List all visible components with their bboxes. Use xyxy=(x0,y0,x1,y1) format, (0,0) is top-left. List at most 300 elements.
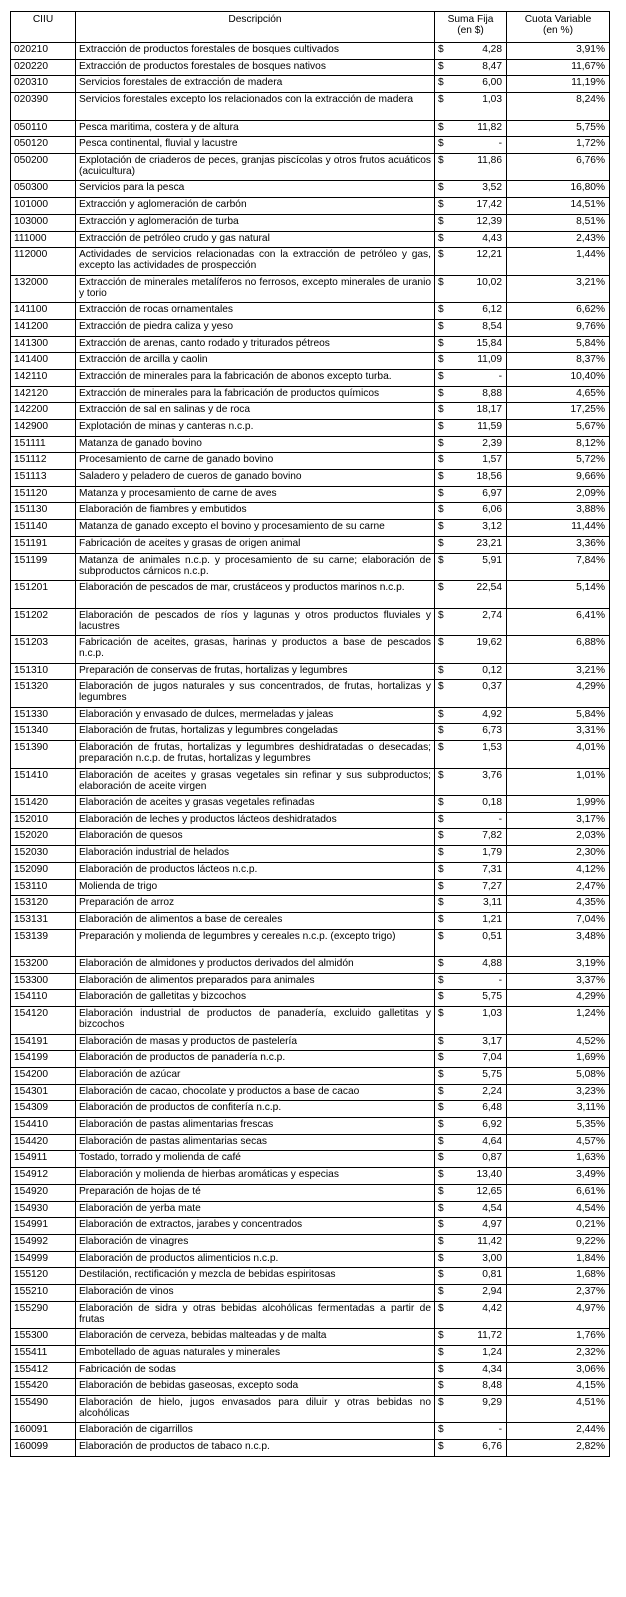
currency-symbol-cell: $ xyxy=(435,214,453,231)
table-row xyxy=(11,990,610,1007)
table-row xyxy=(11,1218,610,1235)
currency-symbol-cell: $ xyxy=(435,420,453,437)
suma-fija-cell: 6,06 xyxy=(453,503,507,520)
cuota-variable-cell: 11,19% xyxy=(507,76,610,93)
ciiu-code-cell: 154200 xyxy=(11,1068,76,1085)
cuota-variable-cell: 3,17% xyxy=(507,812,610,829)
currency-symbol-cell: $ xyxy=(435,248,453,276)
suma-fija-cell: 1,79 xyxy=(453,846,507,863)
suma-fija-cell: 12,21 xyxy=(453,248,507,276)
cuota-variable-cell: 6,76% xyxy=(507,153,610,181)
suma-fija-cell: 0,87 xyxy=(453,1151,507,1168)
description-cell: Extracción de piedra caliza y yeso xyxy=(76,319,435,336)
ciiu-code-cell: 151320 xyxy=(11,680,76,708)
currency-symbol-cell: $ xyxy=(435,503,453,520)
table-row xyxy=(11,353,610,370)
table-row xyxy=(11,93,610,121)
suma-fija-cell: 7,31 xyxy=(453,862,507,879)
cuota-variable-cell: 9,22% xyxy=(507,1234,610,1251)
ciiu-code-cell: 154309 xyxy=(11,1101,76,1118)
cuota-variable-cell: 1,24% xyxy=(507,1007,610,1035)
cuota-variable-cell: 2,44% xyxy=(507,1423,610,1440)
cuota-variable-cell: 11,44% xyxy=(507,520,610,537)
ciiu-code-cell: 111000 xyxy=(11,231,76,248)
ciiu-code-cell: 020220 xyxy=(11,59,76,76)
cuota-variable-cell: 4,12% xyxy=(507,862,610,879)
suma-fija-cell: 6,73 xyxy=(453,724,507,741)
cuota-variable-cell: 4,15% xyxy=(507,1379,610,1396)
table-row xyxy=(11,608,610,636)
ciiu-code-cell: 154992 xyxy=(11,1234,76,1251)
cuota-variable-cell: 0,21% xyxy=(507,1218,610,1235)
suma-fija-cell: 3,76 xyxy=(453,768,507,796)
cuota-variable-cell: 5,72% xyxy=(507,453,610,470)
description-cell: Elaboración de frutas, hortalizas y legumbres deshidratadas o desecadas; preparación n.c.p. de frutas, hortalizas y legumbres xyxy=(76,741,435,769)
cuota-variable-cell: 3,48% xyxy=(507,929,610,957)
cuota-variable-cell: 7,84% xyxy=(507,553,610,581)
table-row xyxy=(11,1101,610,1118)
description-cell: Elaboración de cigarrillos xyxy=(76,1423,435,1440)
suma-fija-cell: 3,52 xyxy=(453,181,507,198)
cuota-variable-cell: 2,37% xyxy=(507,1284,610,1301)
description-cell: Elaboración de productos de tabaco n.c.p. xyxy=(76,1440,435,1457)
table-row xyxy=(11,1423,610,1440)
ciiu-code-cell: 152090 xyxy=(11,862,76,879)
description-cell: Extracción de arenas, canto rodado y triturados pétreos xyxy=(76,336,435,353)
currency-symbol-cell: $ xyxy=(435,896,453,913)
table-row xyxy=(11,181,610,198)
currency-symbol-cell: $ xyxy=(435,1301,453,1329)
currency-symbol-cell: $ xyxy=(435,1084,453,1101)
currency-symbol-cell: $ xyxy=(435,120,453,137)
currency-symbol-cell: $ xyxy=(435,812,453,829)
cuota-variable-cell: 4,54% xyxy=(507,1201,610,1218)
ciiu-code-cell: 132000 xyxy=(11,275,76,303)
currency-symbol-cell: $ xyxy=(435,319,453,336)
cuota-variable-cell: 1,44% xyxy=(507,248,610,276)
table-header-row xyxy=(11,12,610,43)
description-cell: Elaboración de azúcar xyxy=(76,1068,435,1085)
description-cell: Matanza y procesamiento de carne de aves xyxy=(76,486,435,503)
suma-fija-cell: - xyxy=(453,369,507,386)
table-row xyxy=(11,214,610,231)
description-cell: Destilación, rectificación y mezcla de bebidas espiritosas xyxy=(76,1268,435,1285)
table-row xyxy=(11,198,610,215)
description-cell: Preparación de conservas de frutas, hortalizas y legumbres xyxy=(76,663,435,680)
suma-fija-cell: 11,86 xyxy=(453,153,507,181)
description-cell: Explotación de minas y canteras n.c.p. xyxy=(76,420,435,437)
suma-fija-cell: 11,72 xyxy=(453,1329,507,1346)
suma-fija-cell: 4,43 xyxy=(453,231,507,248)
currency-symbol-cell: $ xyxy=(435,453,453,470)
currency-symbol-cell: $ xyxy=(435,663,453,680)
ciiu-code-cell: 050200 xyxy=(11,153,76,181)
cuota-variable-cell: 9,66% xyxy=(507,470,610,487)
ciiu-code-cell: 155120 xyxy=(11,1268,76,1285)
description-cell: Servicios forestales de extracción de madera xyxy=(76,76,435,93)
cuota-variable-cell: 4,52% xyxy=(507,1034,610,1051)
ciiu-code-cell: 154930 xyxy=(11,1201,76,1218)
currency-symbol-cell: $ xyxy=(435,608,453,636)
table-row xyxy=(11,1379,610,1396)
ciiu-code-cell: 142900 xyxy=(11,420,76,437)
cuota-variable-cell: 9,76% xyxy=(507,319,610,336)
table-row xyxy=(11,231,610,248)
cuota-variable-cell: 11,67% xyxy=(507,59,610,76)
cuota-variable-cell: 1,72% xyxy=(507,137,610,154)
suma-fija-cell: 5,75 xyxy=(453,1068,507,1085)
cuota-variable-cell: 5,35% xyxy=(507,1118,610,1135)
cuota-variable-cell: 2,82% xyxy=(507,1440,610,1457)
table-row xyxy=(11,59,610,76)
ciiu-code-cell: 154110 xyxy=(11,990,76,1007)
ciiu-code-cell: 153300 xyxy=(11,973,76,990)
cuota-variable-cell: 1,69% xyxy=(507,1051,610,1068)
ciiu-code-cell: 020210 xyxy=(11,43,76,60)
description-cell: Elaboración de almidones y productos derivados del almidón xyxy=(76,957,435,974)
ciiu-code-cell: 142200 xyxy=(11,403,76,420)
suma-fija-cell: 13,40 xyxy=(453,1168,507,1185)
cuota-variable-cell: 5,14% xyxy=(507,581,610,609)
ciiu-code-cell: 154920 xyxy=(11,1184,76,1201)
suma-fija-cell: 1,03 xyxy=(453,1007,507,1035)
table-row xyxy=(11,553,610,581)
suma-fija-cell: 4,28 xyxy=(453,43,507,60)
suma-fija-cell: 1,24 xyxy=(453,1345,507,1362)
currency-symbol-cell: $ xyxy=(435,1134,453,1151)
table-row xyxy=(11,862,610,879)
table-row xyxy=(11,1251,610,1268)
suma-fija-cell: 7,04 xyxy=(453,1051,507,1068)
description-cell: Extracción de sal en salinas y de roca xyxy=(76,403,435,420)
cuota-variable-cell: 2,09% xyxy=(507,486,610,503)
currency-symbol-cell: $ xyxy=(435,1101,453,1118)
description-cell: Matanza de ganado excepto el bovino y procesamiento de su carne xyxy=(76,520,435,537)
suma-fija-cell: 1,03 xyxy=(453,93,507,121)
ciiu-code-cell: 155411 xyxy=(11,1345,76,1362)
ciiu-code-cell: 020390 xyxy=(11,93,76,121)
suma-fija-cell: 1,57 xyxy=(453,453,507,470)
suma-fija-cell: 11,42 xyxy=(453,1234,507,1251)
ciiu-code-cell: 160091 xyxy=(11,1423,76,1440)
description-cell: Elaboración de extractos, jarabes y concentrados xyxy=(76,1218,435,1235)
description-cell: Extracción de productos forestales de bosques cultivados xyxy=(76,43,435,60)
table-row xyxy=(11,896,610,913)
cuota-variable-cell: 4,51% xyxy=(507,1395,610,1423)
ciiu-code-cell: 152030 xyxy=(11,846,76,863)
suma-fija-cell: 2,74 xyxy=(453,608,507,636)
description-cell: Elaboración industrial de productos de panadería, excluido galletitas y bizcochos xyxy=(76,1007,435,1035)
description-cell: Elaboración de vinagres xyxy=(76,1234,435,1251)
suma-fija-cell: 1,53 xyxy=(453,741,507,769)
description-cell: Saladero y peladero de cueros de ganado bovino xyxy=(76,470,435,487)
table-row xyxy=(11,812,610,829)
description-cell: Preparación de arroz xyxy=(76,896,435,913)
table-row xyxy=(11,319,610,336)
suma-fija-cell: 19,62 xyxy=(453,636,507,664)
suma-fija-cell: 3,17 xyxy=(453,1034,507,1051)
currency-symbol-cell: $ xyxy=(435,1345,453,1362)
currency-symbol-cell: $ xyxy=(435,520,453,537)
currency-symbol-cell: $ xyxy=(435,198,453,215)
currency-symbol-cell: $ xyxy=(435,768,453,796)
suma-fija-cell: 7,82 xyxy=(453,829,507,846)
table-row xyxy=(11,1134,610,1151)
table-row xyxy=(11,1084,610,1101)
cuota-variable-cell: 3,88% xyxy=(507,503,610,520)
description-cell: Elaboración de galletitas y bizcochos xyxy=(76,990,435,1007)
currency-symbol-cell: $ xyxy=(435,1423,453,1440)
table-row xyxy=(11,1068,610,1085)
ciiu-code-cell: 050110 xyxy=(11,120,76,137)
ciiu-code-cell: 154120 xyxy=(11,1007,76,1035)
description-cell: Elaboración de sidra y otras bebidas alcohólicas fermentadas a partir de frutas xyxy=(76,1301,435,1329)
currency-symbol-cell: $ xyxy=(435,231,453,248)
currency-symbol-cell: $ xyxy=(435,386,453,403)
currency-symbol-cell: $ xyxy=(435,1284,453,1301)
cuota-variable-cell: 2,43% xyxy=(507,231,610,248)
description-cell: Elaboración de fiambres y embutidos xyxy=(76,503,435,520)
currency-symbol-cell: $ xyxy=(435,1251,453,1268)
description-cell: Explotación de criaderos de peces, granjas piscícolas y otros frutos acuáticos (acuicultura) xyxy=(76,153,435,181)
table-row xyxy=(11,581,610,609)
description-cell: Elaboración de pescados de mar, crustáceos y productos marinos n.c.p. xyxy=(76,581,435,609)
currency-symbol-cell: $ xyxy=(435,303,453,320)
table-row xyxy=(11,829,610,846)
cuota-variable-cell: 4,29% xyxy=(507,680,610,708)
description-cell: Elaboración de alimentos preparados para animales xyxy=(76,973,435,990)
table-row xyxy=(11,1395,610,1423)
suma-fija-cell: 8,47 xyxy=(453,59,507,76)
ciiu-code-cell: 153110 xyxy=(11,879,76,896)
description-cell: Extracción de minerales para la fabricación de abonos excepto turba. xyxy=(76,369,435,386)
description-cell: Elaboración y envasado de dulces, mermeladas y jaleas xyxy=(76,707,435,724)
cuota-variable-cell: 2,47% xyxy=(507,879,610,896)
cuota-variable-cell: 3,21% xyxy=(507,275,610,303)
table-row xyxy=(11,403,610,420)
description-cell: Elaboración y molienda de hierbas aromáticas y especias xyxy=(76,1168,435,1185)
table-row xyxy=(11,1051,610,1068)
ciiu-code-cell: 142110 xyxy=(11,369,76,386)
ciiu-code-cell: 154912 xyxy=(11,1168,76,1185)
currency-symbol-cell: $ xyxy=(435,741,453,769)
ciiu-code-cell: 154199 xyxy=(11,1051,76,1068)
ciiu-code-cell: 152020 xyxy=(11,829,76,846)
ciiu-code-cell: 141400 xyxy=(11,353,76,370)
ciiu-code-cell: 154301 xyxy=(11,1084,76,1101)
ciiu-code-cell: 112000 xyxy=(11,248,76,276)
table-row xyxy=(11,536,610,553)
description-cell: Elaboración de cacao, chocolate y productos a base de cacao xyxy=(76,1084,435,1101)
currency-symbol-cell: $ xyxy=(435,436,453,453)
cuota-variable-cell: 2,03% xyxy=(507,829,610,846)
ciiu-code-cell: 141300 xyxy=(11,336,76,353)
suma-fija-cell: 11,59 xyxy=(453,420,507,437)
suma-fija-cell: 22,54 xyxy=(453,581,507,609)
description-cell: Extracción de arcilla y caolin xyxy=(76,353,435,370)
cuota-variable-cell: 5,67% xyxy=(507,420,610,437)
suma-fija-cell: - xyxy=(453,137,507,154)
table-row xyxy=(11,1184,610,1201)
ciiu-code-cell: 153139 xyxy=(11,929,76,957)
currency-symbol-cell: $ xyxy=(435,1379,453,1396)
currency-symbol-cell: $ xyxy=(435,1007,453,1035)
cuota-variable-cell: 5,08% xyxy=(507,1068,610,1085)
ciiu-code-cell: 151340 xyxy=(11,724,76,741)
description-cell: Elaboración de vinos xyxy=(76,1284,435,1301)
ciiu-code-cell: 151130 xyxy=(11,503,76,520)
table-row xyxy=(11,420,610,437)
table-row xyxy=(11,1201,610,1218)
table-row xyxy=(11,912,610,929)
cuota-variable-cell: 3,36% xyxy=(507,536,610,553)
suma-fija-cell: 4,34 xyxy=(453,1362,507,1379)
suma-fija-cell: 8,54 xyxy=(453,319,507,336)
table-row xyxy=(11,436,610,453)
cuota-variable-cell: 4,97% xyxy=(507,1301,610,1329)
ciiu-code-cell: 151191 xyxy=(11,536,76,553)
currency-symbol-cell: $ xyxy=(435,369,453,386)
suma-fija-cell: 6,76 xyxy=(453,1440,507,1457)
suma-fija-cell: 0,81 xyxy=(453,1268,507,1285)
cuota-variable-cell: 14,51% xyxy=(507,198,610,215)
description-cell: Preparación y molienda de legumbres y cereales n.c.p. (excepto trigo) xyxy=(76,929,435,957)
table-row xyxy=(11,275,610,303)
ciiu-code-cell: 153120 xyxy=(11,896,76,913)
description-cell: Fabricación de aceites y grasas de origen animal xyxy=(76,536,435,553)
table-row xyxy=(11,1118,610,1135)
description-cell: Servicios para la pesca xyxy=(76,181,435,198)
currency-symbol-cell: $ xyxy=(435,1034,453,1051)
cuota-variable-cell: 6,41% xyxy=(507,608,610,636)
cuota-variable-cell: 10,40% xyxy=(507,369,610,386)
description-cell: Extracción de productos forestales de bosques nativos xyxy=(76,59,435,76)
suma-fija-cell: 11,82 xyxy=(453,120,507,137)
currency-symbol-cell: $ xyxy=(435,1151,453,1168)
description-cell: Elaboración de leches y productos lácteos deshidratados xyxy=(76,812,435,829)
cuota-variable-cell: 4,29% xyxy=(507,990,610,1007)
description-cell: Fabricación de sodas xyxy=(76,1362,435,1379)
description-cell: Elaboración de bebidas gaseosas, excepto soda xyxy=(76,1379,435,1396)
ciiu-code-cell: 155210 xyxy=(11,1284,76,1301)
currency-symbol-cell: $ xyxy=(435,403,453,420)
cuota-variable-cell: 5,84% xyxy=(507,707,610,724)
table-row xyxy=(11,680,610,708)
description-cell: Fabricación de aceites, grasas, harinas y productos a base de pescados n.c.p. xyxy=(76,636,435,664)
currency-symbol-cell: $ xyxy=(435,1440,453,1457)
ciiu-code-cell: 160099 xyxy=(11,1440,76,1457)
description-cell: Embotellado de aguas naturales y minerales xyxy=(76,1345,435,1362)
suma-fija-cell: 3,12 xyxy=(453,520,507,537)
description-cell: Extracción de minerales metalíferos no ferrosos, excepto minerales de uranio y torio xyxy=(76,275,435,303)
cuota-variable-cell: 4,65% xyxy=(507,386,610,403)
ciiu-code-cell: 155490 xyxy=(11,1395,76,1423)
currency-symbol-cell: $ xyxy=(435,929,453,957)
suma-fija-cell: 18,17 xyxy=(453,403,507,420)
ciiu-code-cell: 151202 xyxy=(11,608,76,636)
currency-symbol-cell: $ xyxy=(435,336,453,353)
suma-fija-cell: 6,97 xyxy=(453,486,507,503)
cuota-variable-cell: 2,30% xyxy=(507,846,610,863)
table-row xyxy=(11,663,610,680)
description-cell: Pesca maritima, costera y de altura xyxy=(76,120,435,137)
description-cell: Preparación de hojas de té xyxy=(76,1184,435,1201)
currency-symbol-cell: $ xyxy=(435,1268,453,1285)
cuota-variable-cell: 7,04% xyxy=(507,912,610,929)
description-cell: Elaboración de productos de confitería n.c.p. xyxy=(76,1101,435,1118)
currency-symbol-cell: $ xyxy=(435,153,453,181)
cuota-variable-cell: 3,23% xyxy=(507,1084,610,1101)
currency-symbol-cell: $ xyxy=(435,680,453,708)
suma-fija-cell: 3,00 xyxy=(453,1251,507,1268)
description-cell: Matanza de animales n.c.p. y procesamiento de su carne; elaboración de subproductos cárnicos n.c.p. xyxy=(76,553,435,581)
ciiu-code-cell: 151199 xyxy=(11,553,76,581)
table-row xyxy=(11,453,610,470)
suma-fija-cell: 2,24 xyxy=(453,1084,507,1101)
suma-fija-cell: 5,75 xyxy=(453,990,507,1007)
ciiu-code-cell: 154191 xyxy=(11,1034,76,1051)
cuota-variable-cell: 16,80% xyxy=(507,181,610,198)
description-cell: Elaboración de masas y productos de pastelería xyxy=(76,1034,435,1051)
ciiu-code-cell: 151201 xyxy=(11,581,76,609)
suma-fija-cell: - xyxy=(453,812,507,829)
suma-fija-cell: 6,48 xyxy=(453,1101,507,1118)
description-cell: Elaboración de pastas alimentarias frescas xyxy=(76,1118,435,1135)
description-cell: Matanza de ganado bovino xyxy=(76,436,435,453)
currency-symbol-cell: $ xyxy=(435,912,453,929)
cuota-variable-cell: 5,84% xyxy=(507,336,610,353)
description-cell: Extracción de petróleo crudo y gas natural xyxy=(76,231,435,248)
ciiu-tariff-table xyxy=(10,11,610,1457)
currency-symbol-cell: $ xyxy=(435,1218,453,1235)
ciiu-code-cell: 154420 xyxy=(11,1134,76,1151)
suma-fija-cell: 8,88 xyxy=(453,386,507,403)
ciiu-code-cell: 154999 xyxy=(11,1251,76,1268)
table-row xyxy=(11,76,610,93)
ciiu-code-cell: 151113 xyxy=(11,470,76,487)
suma-fija-cell: 0,18 xyxy=(453,796,507,813)
suma-fija-cell: 9,29 xyxy=(453,1395,507,1423)
suma-fija-cell: 23,21 xyxy=(453,536,507,553)
ciiu-code-cell: 151410 xyxy=(11,768,76,796)
currency-symbol-cell: $ xyxy=(435,829,453,846)
suma-fija-cell: 6,12 xyxy=(453,303,507,320)
cuota-variable-cell: 3,19% xyxy=(507,957,610,974)
description-cell: Tostado, torrado y molienda de café xyxy=(76,1151,435,1168)
table-row xyxy=(11,1362,610,1379)
cuota-variable-cell: 4,01% xyxy=(507,741,610,769)
table-row xyxy=(11,1007,610,1035)
description-cell: Elaboración de quesos xyxy=(76,829,435,846)
ciiu-code-cell: 141200 xyxy=(11,319,76,336)
suma-fija-cell: 12,39 xyxy=(453,214,507,231)
cuota-variable-cell: 5,75% xyxy=(507,120,610,137)
suma-fija-cell: 12,65 xyxy=(453,1184,507,1201)
ciiu-code-cell: 151420 xyxy=(11,796,76,813)
table-row xyxy=(11,879,610,896)
header-cuota-variable: Cuota Variable (en %) xyxy=(507,12,610,43)
cuota-variable-cell: 3,31% xyxy=(507,724,610,741)
cuota-variable-cell: 4,57% xyxy=(507,1134,610,1151)
cuota-variable-cell: 6,62% xyxy=(507,303,610,320)
cuota-variable-cell: 8,51% xyxy=(507,214,610,231)
ciiu-code-cell: 155420 xyxy=(11,1379,76,1396)
cuota-variable-cell: 3,37% xyxy=(507,973,610,990)
description-cell: Elaboración de jugos naturales y sus concentrados, de frutas, hortalizas y legumbres xyxy=(76,680,435,708)
cuota-variable-cell: 3,06% xyxy=(507,1362,610,1379)
description-cell: Extracción de rocas ornamentales xyxy=(76,303,435,320)
ciiu-code-cell: 142120 xyxy=(11,386,76,403)
